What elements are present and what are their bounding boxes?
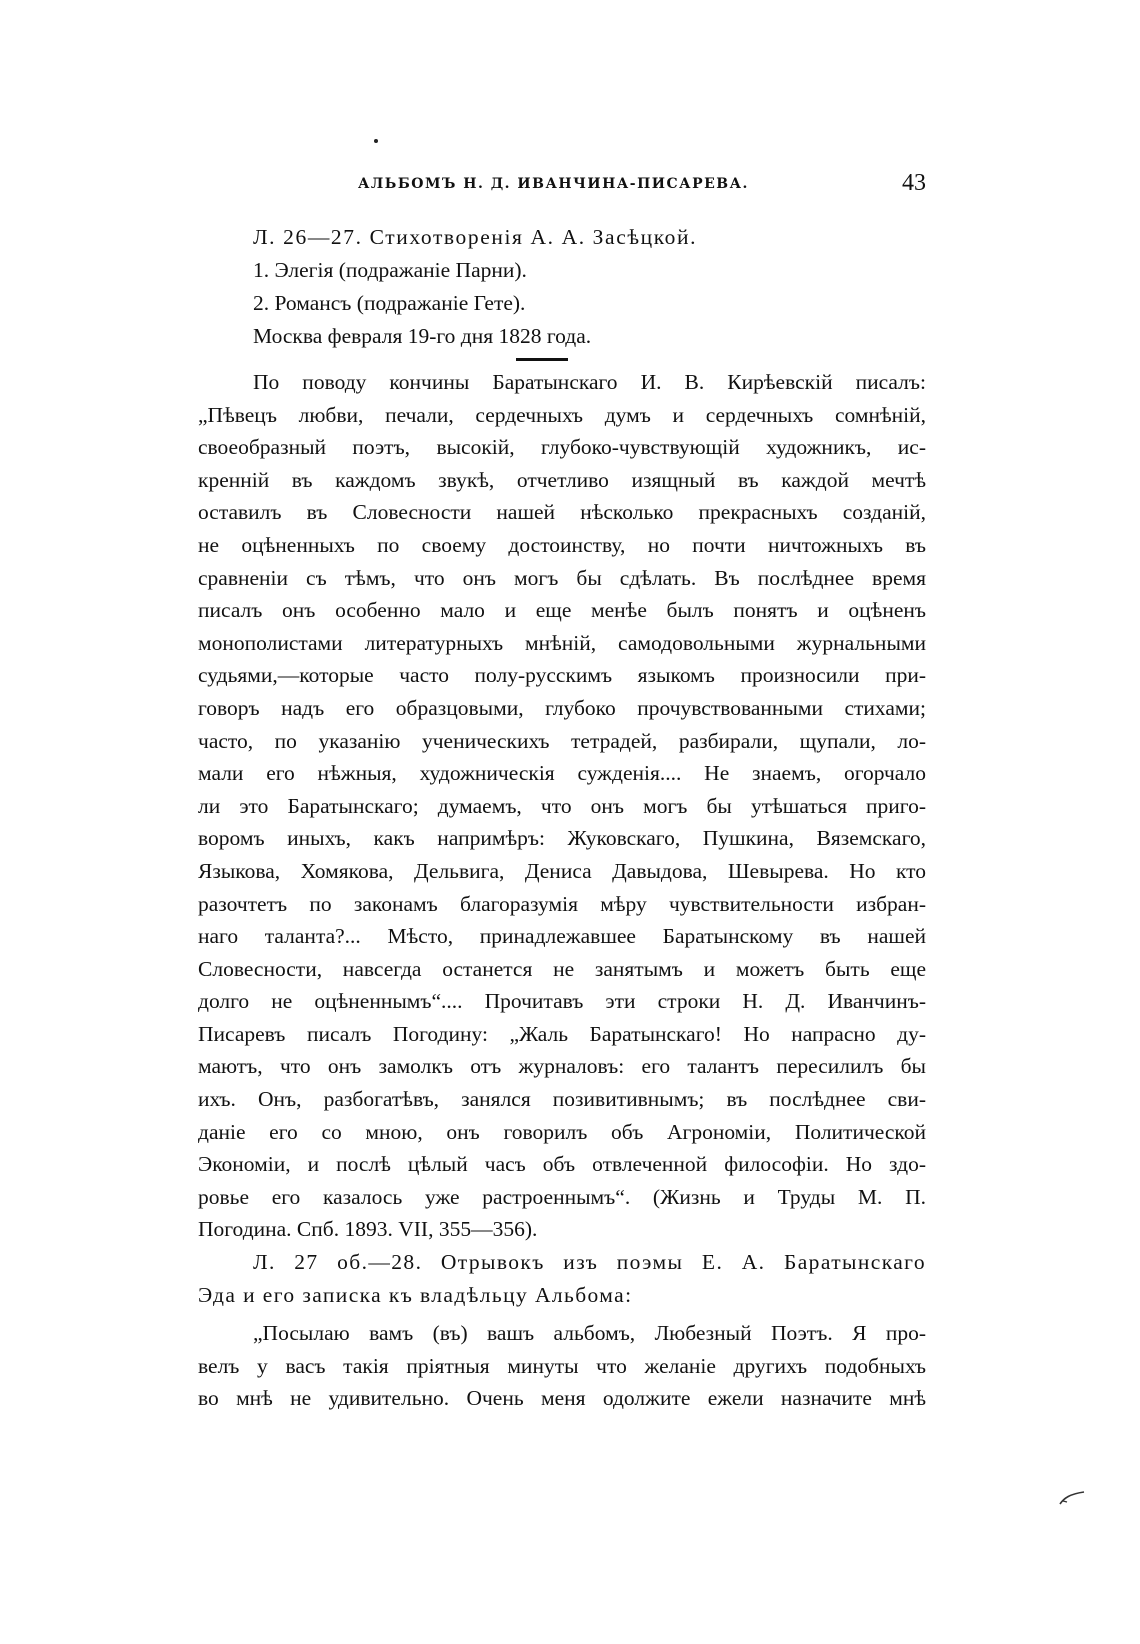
text-line: Писаревъ писалъ Погодину: „Жаль Баратынскаго! Но напрасно ду- (198, 1021, 926, 1046)
text-line: оставилъ въ Словесности нашей нѣсколько прекрасныхъ созданій, (198, 500, 926, 525)
text-line: своеобразный поэтъ, высокій, глубоко-чувствующій художникъ, ис- (198, 435, 926, 460)
text-line: судьями,—которые часто полу-русскимъ языкомъ произносили при- (198, 663, 926, 688)
text-line: Погодина. Спб. 1893. VII, 355—356). (198, 1217, 538, 1242)
text-line: наго таланта?... Мѣсто, принадлежавшее Баратынскому въ нашей (198, 924, 926, 949)
text-line: часто, по указанію ученическихъ тетрадей, разбирали, щупали, ло- (198, 728, 926, 753)
section-divider (516, 358, 568, 361)
ink-speck (374, 139, 378, 143)
text-line: маютъ, что онъ замолкъ отъ журналовъ: его талантъ пересилилъ бы (198, 1054, 926, 1079)
text-line: ровье его казалось уже растроеннымъ“. (Жизнь и Труды М. П. (198, 1184, 926, 1209)
text-line: сравненіи съ тѣмъ, что онъ могъ бы сдѣлать. Въ послѣднее время (198, 565, 926, 590)
text-line: ихъ. Онъ, разбогатѣвъ, занялся позивитивнымъ; въ послѣднее сви- (198, 1087, 926, 1112)
text-line: во мнѣ не удивительно. Очень меня одолжите ежели назначите мнѣ (198, 1386, 926, 1411)
entry-item-2: 2. Романсъ (подражаніе Гете). (253, 291, 526, 315)
text-line: Л. 27 об.—28. Отрывокъ изъ поэмы Е. А. Баратынскаго (253, 1250, 926, 1275)
text-line: По поводу кончины Баратынскаго И. В. Кирѣевскій писалъ: (253, 370, 926, 394)
text-line: „Посылаю вамъ (въ) вашъ альбомъ, Любезный Поэтъ. Я про- (253, 1321, 926, 1346)
text-line: ли это Баратынскаго; думаемъ, что онъ могъ бы утѣшаться приго- (198, 793, 926, 818)
page-number: 43 (902, 170, 926, 196)
text-line: долго не оцѣненнымъ“.... Прочитавъ эти строки Н. Д. Иванчинъ- (198, 989, 926, 1014)
entry-block (253, 221, 697, 353)
body-text (198, 366, 926, 1415)
page-header (198, 170, 926, 200)
text-line: даніе его со мною, онъ говорилъ объ Агрономіи, Политической (198, 1119, 926, 1144)
text-line: разочтетъ по законамъ благоразумія мѣру чувствительности избран- (198, 891, 926, 916)
entry-item-1: 1. Элегія (подражаніе Парни). (253, 258, 527, 282)
running-title: АЛЬБОМЪ Н. Д. ИВАНЧИНА-ПИСАРЕВА. (358, 176, 749, 192)
text-line: кренній въ каждомъ звукѣ, отчетливо изящный въ каждой мечтѣ (198, 467, 926, 492)
text-line: говоръ надъ его образцовыми, глубоко прочувствованными стихами; (198, 695, 926, 720)
text-line: писалъ онъ особенно мало и еще менѣе былъ понятъ и оцѣненъ (198, 598, 926, 623)
entry-dateline: Москва февраля 19-го дня 1828 года. (253, 324, 592, 348)
text-line: монополистами литературныхъ мнѣній, самодовольными журнальными (198, 630, 926, 655)
text-line: Эда и его записка къ владѣльцу Альбома: (198, 1282, 633, 1307)
text-line: Экономіи, и послѣ цѣлый часъ объ отвлеченной философіи. Но здо- (198, 1152, 926, 1177)
text-line: мали его нѣжныя, художническія сужденія.... Не знаемъ, огорчало (198, 761, 926, 786)
entry-heading: Л. 26—27. Стихотворенія А. А. Засѣцкой. (253, 225, 698, 249)
text-line: Языкова, Хомякова, Дельвига, Дениса Давыдова, Шевырева. Но кто (198, 858, 926, 883)
text-line: велъ у васъ такія пріятныя минуты что желаніе другихъ подобныхъ (198, 1353, 926, 1378)
text-line: Словесности, навсегда останется не занятымъ и можетъ быть еще (198, 956, 926, 981)
pencil-mark-icon (1058, 1490, 1088, 1506)
text-line: не оцѣненныхъ по своему достоинству, но почти ничтожныхъ въ (198, 532, 926, 557)
text-line: воромъ иныхъ, какъ напримѣръ: Жуковскаго, Пушкина, Вяземскаго, (198, 826, 926, 851)
text-line: „Пѣвецъ любви, печали, сердечныхъ думъ и сердечныхъ сомнѣній, (198, 402, 926, 427)
